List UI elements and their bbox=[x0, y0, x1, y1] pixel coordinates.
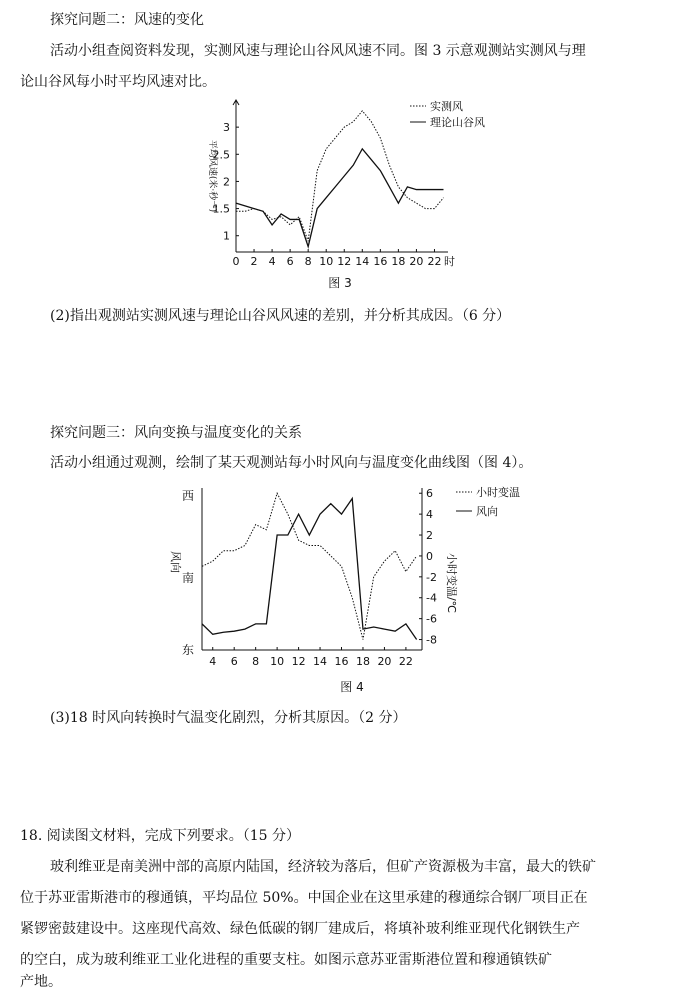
x-tick-label: 0 bbox=[232, 255, 240, 268]
figure-3-caption: 图 3 bbox=[328, 276, 352, 290]
left-axis-title: 风向 bbox=[169, 551, 182, 573]
x-unit-label: 时 bbox=[444, 255, 455, 268]
right-y-tick-label: 6 bbox=[426, 487, 433, 501]
section2-para-line1: 活动小组查阅资料发现，实测风速与理论山谷风风速不同。图 3 示意观测站实测风与理 bbox=[50, 43, 586, 59]
legend-label-2: 风向 bbox=[476, 505, 498, 518]
x-tick-label: 10 bbox=[319, 255, 334, 268]
x-tick-label: 18 bbox=[355, 655, 370, 668]
x-tick-label: 14 bbox=[355, 255, 370, 268]
x-tick-label: 22 bbox=[398, 655, 413, 668]
x-tick-label: 8 bbox=[304, 255, 312, 268]
q18-line-4: 的空白，成为玻利维亚工业化进程的重要支柱。如图示意苏亚雷斯港位置和穆通镇铁矿 bbox=[20, 952, 552, 968]
right-y-tick-label: -2 bbox=[426, 570, 437, 584]
y-axis-label: 平均风速(米·秒⁻¹) bbox=[207, 139, 217, 213]
q18-line-3: 紧锣密鼓建设中。这座现代高效、绿色低碳的钢厂建成后，将填补玻利维亚现代化钢铁生产 bbox=[20, 921, 580, 937]
q18-title: 18. 阅读图文材料，完成下列要求。（15 分） bbox=[20, 828, 300, 844]
x-tick-label: 20 bbox=[409, 255, 424, 268]
section2-para-line2: 论山谷风每小时平均风速对比。 bbox=[20, 74, 216, 90]
right-y-tick-label: -8 bbox=[426, 633, 437, 647]
figure-4-caption: 图 4 bbox=[340, 680, 364, 694]
x-tick-label: 20 bbox=[377, 655, 392, 668]
right-axis-title: 小时变温/℃ bbox=[445, 552, 458, 614]
legend-label-1: 小时变温 bbox=[476, 486, 520, 499]
right-y-tick-label: 2 bbox=[426, 529, 433, 543]
section2-question: (2)指出观测站实测风速与理论山谷风风速的差别，并分析其成因。（6 分） bbox=[50, 308, 511, 324]
series-line-2 bbox=[236, 149, 443, 247]
x-tick-label: 16 bbox=[334, 655, 349, 668]
x-tick-label: 6 bbox=[230, 655, 238, 668]
q18-line-5: 产地。 bbox=[20, 974, 62, 990]
section3-question: (3)18 时风向转换时气温变化剧烈，分析其原因。（2 分） bbox=[50, 710, 407, 726]
x-tick-label: 2 bbox=[250, 255, 258, 268]
x-tick-label: 4 bbox=[268, 255, 276, 268]
y-tick-label: 1 bbox=[223, 229, 230, 243]
q18-line-1: 玻利维亚是南美洲中部的高原内陆国，经济较为落后，但矿产资源极为丰富，最大的铁矿 bbox=[50, 859, 596, 875]
figure-4-chart bbox=[169, 485, 520, 694]
y-tick-label: 2 bbox=[223, 175, 230, 189]
y-tick-label: 1.5 bbox=[212, 202, 230, 216]
x-tick-label: 18 bbox=[391, 255, 406, 268]
y-tick-label: 2.5 bbox=[212, 148, 230, 162]
x-tick-label: 8 bbox=[252, 655, 260, 668]
q18-line-2: 位于苏亚雷斯港市的穆通镇，平均品位 50%。中国企业在这里承建的穆通综合钢厂项目正在 bbox=[20, 890, 588, 906]
x-tick-label: 12 bbox=[291, 655, 306, 668]
section3-heading: 探究问题三：风向变换与温度变化的关系 bbox=[50, 425, 302, 441]
right-y-tick-label: -6 bbox=[426, 612, 437, 626]
x-tick-label: 6 bbox=[286, 255, 294, 268]
right-y-tick-label: 0 bbox=[426, 549, 433, 563]
x-tick-label: 12 bbox=[337, 255, 352, 268]
legend-label-1: 实测风 bbox=[430, 100, 463, 113]
section2-heading: 探究问题二：风速的变化 bbox=[50, 12, 204, 28]
right-y-tick-label: -4 bbox=[426, 591, 437, 605]
legend-label-2: 理论山谷风 bbox=[430, 116, 485, 129]
right-y-tick-label: 4 bbox=[426, 508, 433, 522]
y-tick-label: 3 bbox=[223, 121, 230, 135]
x-tick-label: 14 bbox=[313, 655, 328, 668]
left-label-south: 南 bbox=[181, 571, 194, 585]
section3-para: 活动小组通过观测，绘制了某天观测站每小时风向与温度变化曲线图（图 4）。 bbox=[50, 455, 533, 471]
x-tick-label: 16 bbox=[373, 255, 388, 268]
figure-3-chart bbox=[207, 99, 485, 290]
x-tick-label: 10 bbox=[270, 655, 285, 668]
left-label-east: 东 bbox=[181, 643, 194, 657]
x-tick-label: 22 bbox=[427, 255, 442, 268]
x-tick-label: 4 bbox=[209, 655, 217, 668]
series-line-1 bbox=[202, 493, 417, 639]
left-label-west: 西 bbox=[181, 489, 194, 503]
series-line-2 bbox=[202, 498, 417, 639]
series-line-1 bbox=[236, 111, 443, 241]
